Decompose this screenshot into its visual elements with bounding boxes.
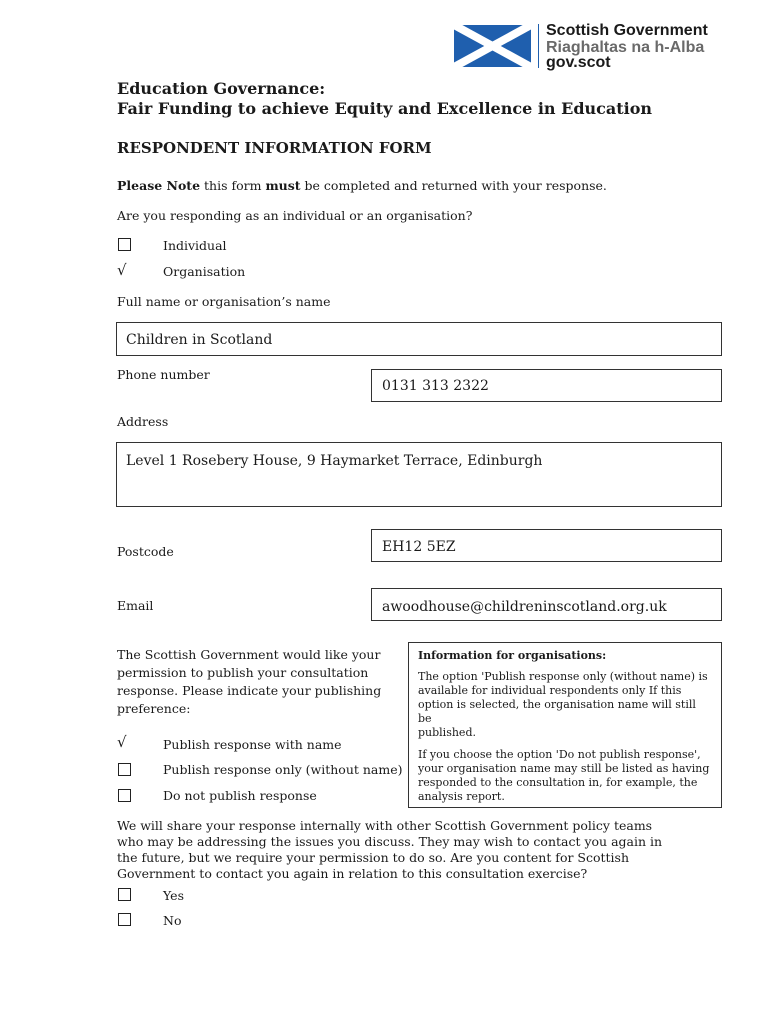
publish-without-name-checkbox[interactable] <box>118 763 131 776</box>
address-value: Level 1 Rosebery House, 9 Haymarket Terrace, Edinburgh <box>126 453 543 469</box>
form-heading: RESPONDENT INFORMATION FORM <box>117 139 432 157</box>
publish-without-name-label: Publish response only (without name) <box>163 762 403 777</box>
email-label: Email <box>117 598 154 613</box>
phone-label: Phone number <box>117 367 210 382</box>
individual-label: Individual <box>163 238 227 253</box>
postcode-field[interactable] <box>371 529 722 562</box>
publish-intro-line: permission to publish your consultation <box>117 665 369 680</box>
postcode-value: EH12 5EZ <box>382 539 456 555</box>
organisation-checkmark-icon[interactable]: √ <box>117 261 127 279</box>
please-note <box>117 178 607 193</box>
document-title-line2: Fair Funding to achieve Equity and Excellence in Education <box>117 99 653 118</box>
email-value: awoodhouse@childreninscotland.org.uk <box>382 599 667 615</box>
phone-value: 0131 313 2322 <box>382 378 489 394</box>
name-label: Full name or organisation’s name <box>117 294 331 309</box>
info-for-organisations-box <box>408 642 722 808</box>
note-text-1: this form <box>200 178 266 193</box>
phone-field[interactable] <box>371 369 722 402</box>
logo-text-english: Scottish Government <box>546 22 708 39</box>
contact-no-label: No <box>163 913 182 928</box>
info-para2-line: If you choose the option 'Do not publish response', <box>418 748 701 761</box>
note-bold-must: must <box>265 178 301 193</box>
info-para1-line: published. <box>418 726 476 739</box>
logo-divider <box>538 24 539 68</box>
publish-intro-line: The Scottish Government would like your <box>117 647 381 662</box>
address-field[interactable] <box>116 442 722 507</box>
info-para2-line: your organisation name may still be listed as having <box>418 762 710 775</box>
info-heading: Information for organisations: <box>418 649 607 662</box>
contact-para-line: the future, but we require your permission to do so. Are you content for Scottish <box>117 850 630 865</box>
info-para1-line: option is selected, the organisation name will still be <box>418 698 696 725</box>
name-value: Children in Scotland <box>126 332 273 348</box>
info-para2-line: analysis report. <box>418 790 505 803</box>
name-field[interactable] <box>116 322 722 356</box>
document-title-line1: Education Governance: <box>117 79 326 98</box>
info-para1-line: The option 'Publish response only (without name) is <box>418 670 708 683</box>
info-para2-line: responded to the consultation in, for example, the <box>418 776 698 789</box>
email-field[interactable] <box>371 588 722 621</box>
publish-intro <box>117 647 387 717</box>
contact-permission-paragraph <box>117 818 717 882</box>
saltire-flag-icon <box>454 25 531 67</box>
contact-yes-label: Yes <box>163 888 184 903</box>
postcode-label: Postcode <box>117 544 174 559</box>
contact-para-line: We will share your response internally with other Scottish Government policy teams <box>117 818 653 833</box>
address-label: Address <box>117 414 169 429</box>
do-not-publish-label: Do not publish response <box>163 788 317 803</box>
individual-checkbox[interactable] <box>118 238 131 251</box>
respondent-type-question: Are you responding as an individual or an organisation? <box>117 208 473 223</box>
note-bold-please-note: Please Note <box>117 178 201 193</box>
logo-text-gaelic: Riaghaltas na h-Alba <box>546 39 705 56</box>
publish-intro-line: preference: <box>117 701 191 716</box>
contact-yes-checkbox[interactable] <box>118 888 131 901</box>
info-para1-line: available for individual respondents only If this <box>418 684 682 697</box>
do-not-publish-checkbox[interactable] <box>118 789 131 802</box>
contact-para-line: who may be addressing the issues you discuss. They may wish to contact you again in <box>117 834 663 849</box>
publish-intro-line: response. Please indicate your publishing <box>117 683 382 698</box>
publish-with-name-label: Publish response with name <box>163 737 342 752</box>
note-text-2: be completed and returned with your response. <box>300 178 607 193</box>
organisation-label: Organisation <box>163 264 246 279</box>
contact-no-checkbox[interactable] <box>118 913 131 926</box>
contact-para-line: Government to contact you again in relation to this consultation exercise? <box>117 866 588 881</box>
publish-with-name-checkmark-icon[interactable]: √ <box>117 733 127 751</box>
logo-text-govscot: gov.scot <box>546 54 611 71</box>
